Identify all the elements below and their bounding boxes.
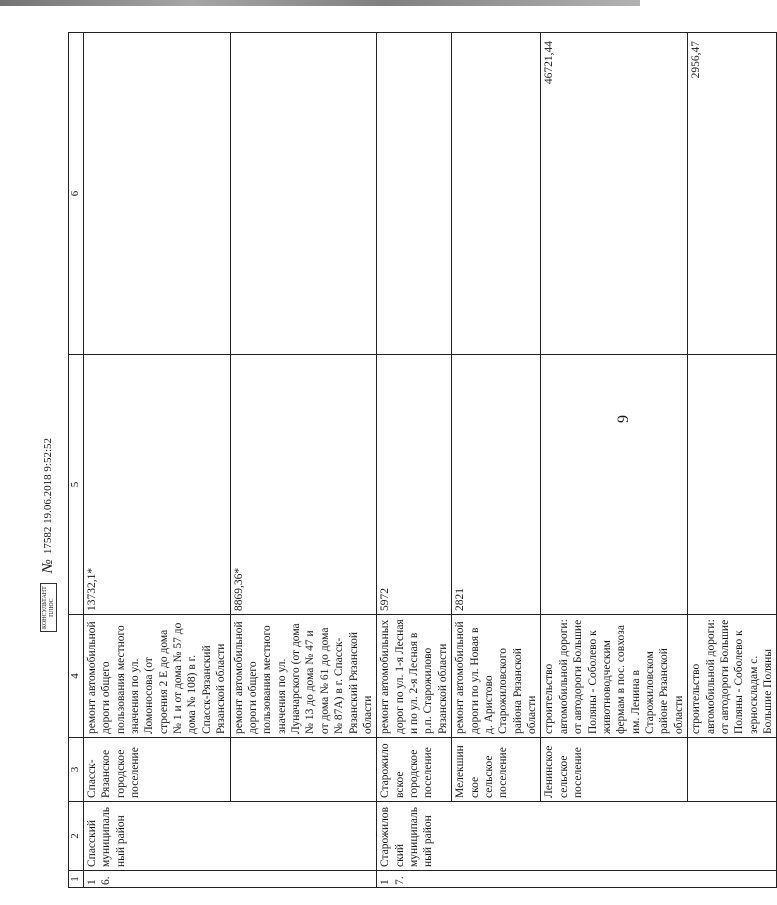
settlement-cell: Старожиловское городское поселение (377, 738, 452, 802)
description-cell: ремонт автомобильных дорог по ул. 1-я Лесная и по ул. 2-я Лесная в р.п. Старожилово Рязанской области (377, 615, 452, 738)
description-cell: строительство автомобильной дороги: от автодороги Большие Поляны - Соболево к зерноскладам с. Большие Поляны (688, 615, 777, 738)
scan-edge (0, 0, 640, 6)
value-cell: 2956,47 (688, 33, 777, 355)
settlement-cell: Ленинское сельское поселение (541, 738, 688, 802)
column-header: 6 (69, 33, 84, 355)
value-cell: 46721,44 (541, 33, 688, 355)
district-cell: Спасский муниципальный район (83, 802, 377, 871)
table-row (688, 33, 777, 888)
value-cell (377, 33, 452, 355)
rotated-page (68, 33, 774, 888)
description-cell: ремонт автомобильной дороги общего пользования местного значения по ул. Луначарского (от дома № 13 до дома № 47 и от дома № 61 до дома № 87А) в г. Спасск-Рязанский Рязанской области (230, 615, 377, 738)
description-cell: ремонт автомобильной дороги по ул. Новая в д. Аристово Старожиловского района Рязанской области (452, 615, 541, 738)
table-row (452, 33, 541, 888)
funding-table (68, 32, 777, 888)
doc-info: 17582 19.06.2018 9:52:52 (42, 437, 55, 555)
settlement-cell: Спасск-Рязанское городское поселение (83, 738, 230, 802)
value-cell (688, 355, 777, 615)
column-header: 4 (69, 615, 84, 738)
value-cell (541, 355, 688, 615)
consultant-logo: КОНСУЛЬТАНТ ПЛЮС (40, 583, 57, 632)
column-header: 2 (69, 802, 84, 871)
column-header: 1 (69, 871, 84, 888)
table-row (541, 33, 688, 888)
settlement-cell: Мелекшинское сельское поселение (452, 738, 541, 802)
page-number: 9 (615, 415, 632, 423)
value-cell: 5972 (377, 355, 452, 615)
value-cell (230, 33, 377, 355)
table-row (377, 33, 452, 888)
settlement-cell (230, 738, 377, 802)
description-cell: строительство автомобильной дороги: от автодороги Большие Поляны - Соболево к животноводческим фермам в пос. совхоза им. Ленина в Старожиловском районе Рязанской области (541, 615, 688, 738)
value-cell: 13732,1* (83, 355, 230, 615)
description-cell: ремонт автомобильной дороги общего пользования местного значения по ул. Ломоносова (от строения 2 Е до дома № 1 и от дома № 57 до дома № 108) в г. Спасск-Рязанский Рязанской области (83, 615, 230, 738)
header-row (69, 33, 84, 888)
table-row (230, 33, 377, 888)
district-cell: Старожиловский муниципальный район (377, 802, 777, 871)
row-number: 16. (83, 871, 377, 888)
doc-number-symbol: № (40, 559, 57, 574)
value-cell: 2821 (452, 355, 541, 615)
value-cell (83, 33, 230, 355)
table-row (83, 33, 230, 888)
row-number: 17. (377, 871, 777, 888)
column-header: 3 (69, 738, 84, 802)
value-cell (452, 33, 541, 355)
document-stamp (40, 438, 57, 632)
settlement-cell (688, 738, 777, 802)
column-header: 5 (69, 355, 84, 615)
value-cell: 8869,36* (230, 355, 377, 615)
